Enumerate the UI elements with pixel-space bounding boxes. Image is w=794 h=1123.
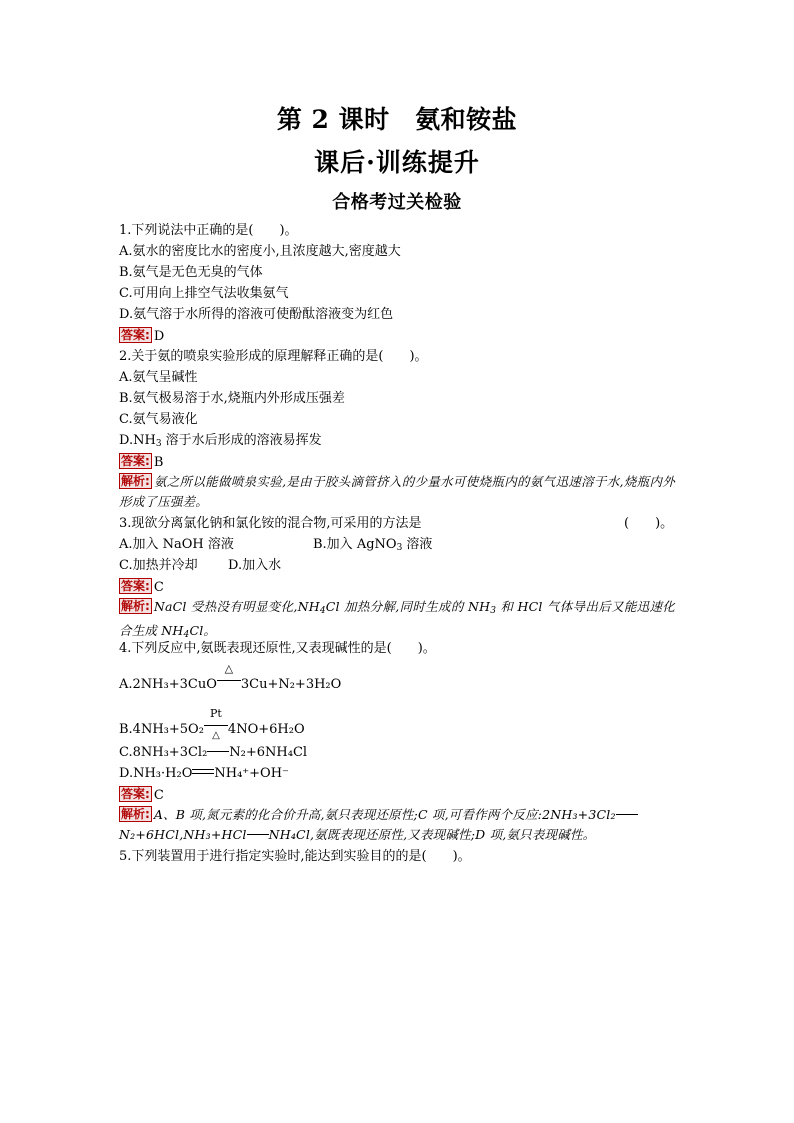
- q4-option-a: [119, 662, 342, 693]
- q3-analysis-part: NaCl 受热没有明显变化,NH: [153, 599, 320, 614]
- q3-b-text-2: 溶液: [402, 537, 433, 552]
- q4-analysis-text: A、B 项,氮元素的化合价升高,氨只表现还原性;C 项,可看作两个反应:2NH₃+3Cl₂: [153, 807, 616, 822]
- q3-b-text: B.加入 AgNO: [313, 537, 397, 552]
- q2-d-text: D.NH: [119, 433, 156, 448]
- q1-option-c: C.可用向上排空气法收集氨气: [119, 286, 289, 301]
- q4-answer-row: [119, 786, 164, 804]
- q3-analysis: [119, 597, 675, 645]
- q2-analysis-text: 氨之所以能做喷泉实验,是由于胶头滴管挤入的少量水可使烧瓶内的氨气迅速溶于水,烧瓶内外形成了压强差。: [119, 474, 675, 509]
- section-heading: 合格考过关检验: [332, 192, 462, 213]
- equals-sign: [207, 751, 229, 752]
- q4-b-right: 4NO+6H₂O: [227, 722, 305, 737]
- q2-analysis: [119, 472, 675, 512]
- q3-analysis-part: Cl 加热分解,同时生成的 NH: [325, 599, 491, 614]
- q4-b-left: B.4NH₃+5O₂: [119, 722, 204, 737]
- page-subtitle: 课后·训练提升: [314, 148, 480, 177]
- q4-analysis-text-3: NH₄Cl,氨既表现还原性,又表现碱性;D 项,氨只表现碱性。: [268, 827, 596, 842]
- q2-option-b: B.氨气极易溶于水,烧瓶内外形成压强差: [119, 391, 345, 406]
- q3-analysis-text: [119, 599, 675, 638]
- q4-d-right: NH₄⁺+OH⁻: [214, 766, 289, 781]
- q2-option-a: A.氨气呈碱性: [119, 370, 198, 385]
- q3-answer: C: [153, 580, 164, 595]
- q2-d-text-2: 溶于水后形成的溶液易挥发: [161, 433, 322, 448]
- q3-analysis-sub: 4: [183, 630, 190, 640]
- answer-tag: 答案:: [121, 579, 150, 593]
- q2-option-d: [119, 432, 322, 453]
- q3-paren: ( )。: [624, 516, 674, 531]
- q3-stem: 3.现欲分离氯化钠和氯化铵的混合物,可采用的方法是: [119, 516, 422, 531]
- q1-answer-row: [119, 327, 164, 345]
- q4-a-right: 3Cu+N₂+3H₂O: [240, 677, 342, 692]
- q3-analysis-part: Cl。: [189, 623, 217, 638]
- q4-option-b: [119, 707, 305, 741]
- q1-answer: D: [153, 329, 165, 344]
- equals-sign: [616, 814, 638, 815]
- q4-analysis: [119, 805, 675, 845]
- heat-symbol: △: [212, 730, 220, 741]
- q1-option-d: D.氨气溶于水所得的溶液可使酚酞溶液变为红色: [119, 307, 394, 322]
- q4-a-left: A.2NH₃+3CuO: [119, 677, 217, 692]
- answer-tag: 答案:: [121, 454, 150, 468]
- q3-option-d: D.加入水: [228, 558, 282, 573]
- q1-option-a: A.氨水的密度比水的密度小,且浓度越大,密度越大: [119, 244, 401, 259]
- catalyst-label: Pt: [210, 707, 222, 720]
- answer-tag: 答案:: [121, 328, 150, 342]
- q4-c-right: N₂+6NH₄Cl: [229, 745, 308, 760]
- answer-tag: 答案:: [121, 787, 150, 801]
- q4-option-d: [119, 765, 289, 782]
- q1-stem: 1.下列说法中正确的是( )。: [119, 223, 298, 238]
- q3-option-c: C.加热并冷却: [119, 558, 198, 573]
- q3-analysis-sub: 3: [490, 606, 497, 616]
- q4-d-left: D.NH₃·H₂O: [119, 766, 193, 781]
- q2-answer-row: [119, 453, 163, 471]
- q4-stem: 4.下列反应中,氨既表现还原性,又表现碱性的是( )。: [119, 641, 436, 656]
- reversible-arrow: [192, 768, 214, 776]
- q1-option-b: B.氨气是无色无臭的气体: [119, 265, 263, 280]
- analysis-tag: 解析:: [121, 474, 150, 488]
- equals-sign: [247, 834, 269, 835]
- q4-answer: C: [153, 788, 164, 803]
- q4-analysis-text-2: N₂+6HCl,NH₃+HCl: [119, 827, 247, 842]
- q2-d-sub: 3: [155, 439, 162, 449]
- reaction-arrow: [204, 707, 228, 741]
- q4-option-c: [119, 744, 307, 761]
- q3-analysis-part: 和 HCl 气体导出后又能迅速化合生成 NH: [119, 599, 675, 638]
- q5-stem: 5.下列装置用于进行指定实验时,能达到实验目的的是( )。: [119, 849, 471, 864]
- analysis-tag: 解析:: [121, 599, 150, 613]
- q2-stem: 2.关于氨的喷泉实验形成的原理解释正确的是( )。: [119, 349, 428, 364]
- q2-answer: B: [153, 455, 164, 470]
- q3-analysis-sub: 4: [319, 606, 326, 616]
- q3-option-b: [313, 536, 432, 557]
- reaction-arrow: [217, 662, 241, 686]
- q3-answer-row: [119, 578, 164, 596]
- q2-option-c: C.氨气易液化: [119, 412, 198, 427]
- q3-b-sub: 3: [396, 543, 403, 553]
- heat-symbol: △: [224, 662, 234, 675]
- q4-c-left: C.8NH₃+3Cl₂: [119, 745, 208, 760]
- analysis-tag: 解析:: [121, 807, 150, 821]
- q3-option-a: A.加入 NaOH 溶液: [119, 537, 234, 552]
- page-title: 第 2 课时 氨和铵盐: [276, 105, 518, 134]
